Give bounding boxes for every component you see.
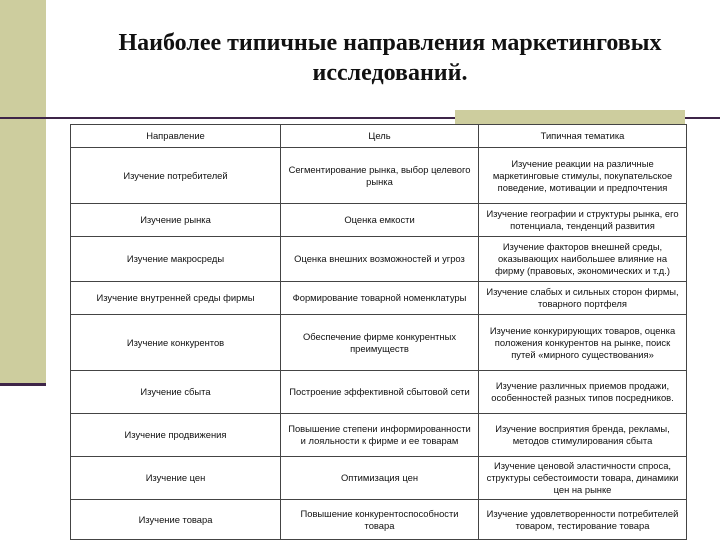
cell-goal: Обеспечение фирме конкурентных преимуществ	[281, 315, 479, 371]
cell-topics: Изучение реакции на различные маркетинговые стимулы, покупательское поведение, мотивации и предпочтения	[479, 148, 687, 204]
cell-topics: Изучение удовлетворенности потребителей товаром, тестирование товара	[479, 500, 687, 540]
table-row	[71, 148, 687, 204]
cell-direction: Изучение конкурентов	[71, 315, 281, 371]
table-row	[71, 315, 687, 371]
table-header-row	[71, 125, 687, 148]
cell-direction: Изучение продвижения	[71, 414, 281, 457]
marketing-research-table	[70, 124, 687, 540]
cell-topics: Изучение конкурирующих товаров, оценка положения конкурентов на рынке, поиск путей «мирного существования»	[479, 315, 687, 371]
cell-topics: Изучение слабых и сильных сторон фирмы, товарного портфеля	[479, 282, 687, 315]
cell-goal: Оценка емкости	[281, 204, 479, 237]
cell-direction: Изучение цен	[71, 457, 281, 500]
cell-goal: Повышение степени информированности и лояльности к фирме и ее товарам	[281, 414, 479, 457]
cell-goal: Сегментирование рынка, выбор целевого рынка	[281, 148, 479, 204]
table-row	[71, 371, 687, 414]
header-goal: Цель	[281, 125, 479, 148]
cell-goal: Повышение конкурентоспособности товара	[281, 500, 479, 540]
cell-topics: Изучение факторов внешней среды, оказывающих наибольшее влияние на фирму (правовых, экономических и т.д.)	[479, 237, 687, 282]
table-row	[71, 282, 687, 315]
table-row	[71, 457, 687, 500]
cell-topics: Изучение различных приемов продажи, особенностей разных типов посредников.	[479, 371, 687, 414]
header-direction: Направление	[71, 125, 281, 148]
left-accent-rule	[0, 383, 46, 386]
header-topics: Типичная тематика	[479, 125, 687, 148]
cell-direction: Изучение рынка	[71, 204, 281, 237]
cell-goal: Построение эффективной сбытовой сети	[281, 371, 479, 414]
table-row	[71, 500, 687, 540]
cell-direction: Изучение макросреды	[71, 237, 281, 282]
cell-direction: Изучение товара	[71, 500, 281, 540]
table-row	[71, 204, 687, 237]
cell-direction: Изучение сбыта	[71, 371, 281, 414]
slide-title: Наиболее типичные направления маркетинговых исследований.	[118, 30, 662, 86]
top-right-accent-block	[455, 110, 685, 124]
table-row	[71, 237, 687, 282]
cell-topics: Изучение географии и структуры рынка, его потенциала, тенденций развития	[479, 204, 687, 237]
left-accent-bar	[0, 0, 46, 383]
cell-topics: Изучение восприятия бренда, рекламы, методов стимулирования сбыта	[479, 414, 687, 457]
cell-direction: Изучение потребителей	[71, 148, 281, 204]
cell-goal: Формирование товарной номенклатуры	[281, 282, 479, 315]
cell-topics: Изучение ценовой эластичности спроса, структуры себестоимости товара, динамики цен на рынке	[479, 457, 687, 500]
cell-goal: Оптимизация цен	[281, 457, 479, 500]
cell-goal: Оценка внешних возможностей и угроз	[281, 237, 479, 282]
table-row	[71, 414, 687, 457]
cell-direction: Изучение внутренней среды фирмы	[71, 282, 281, 315]
